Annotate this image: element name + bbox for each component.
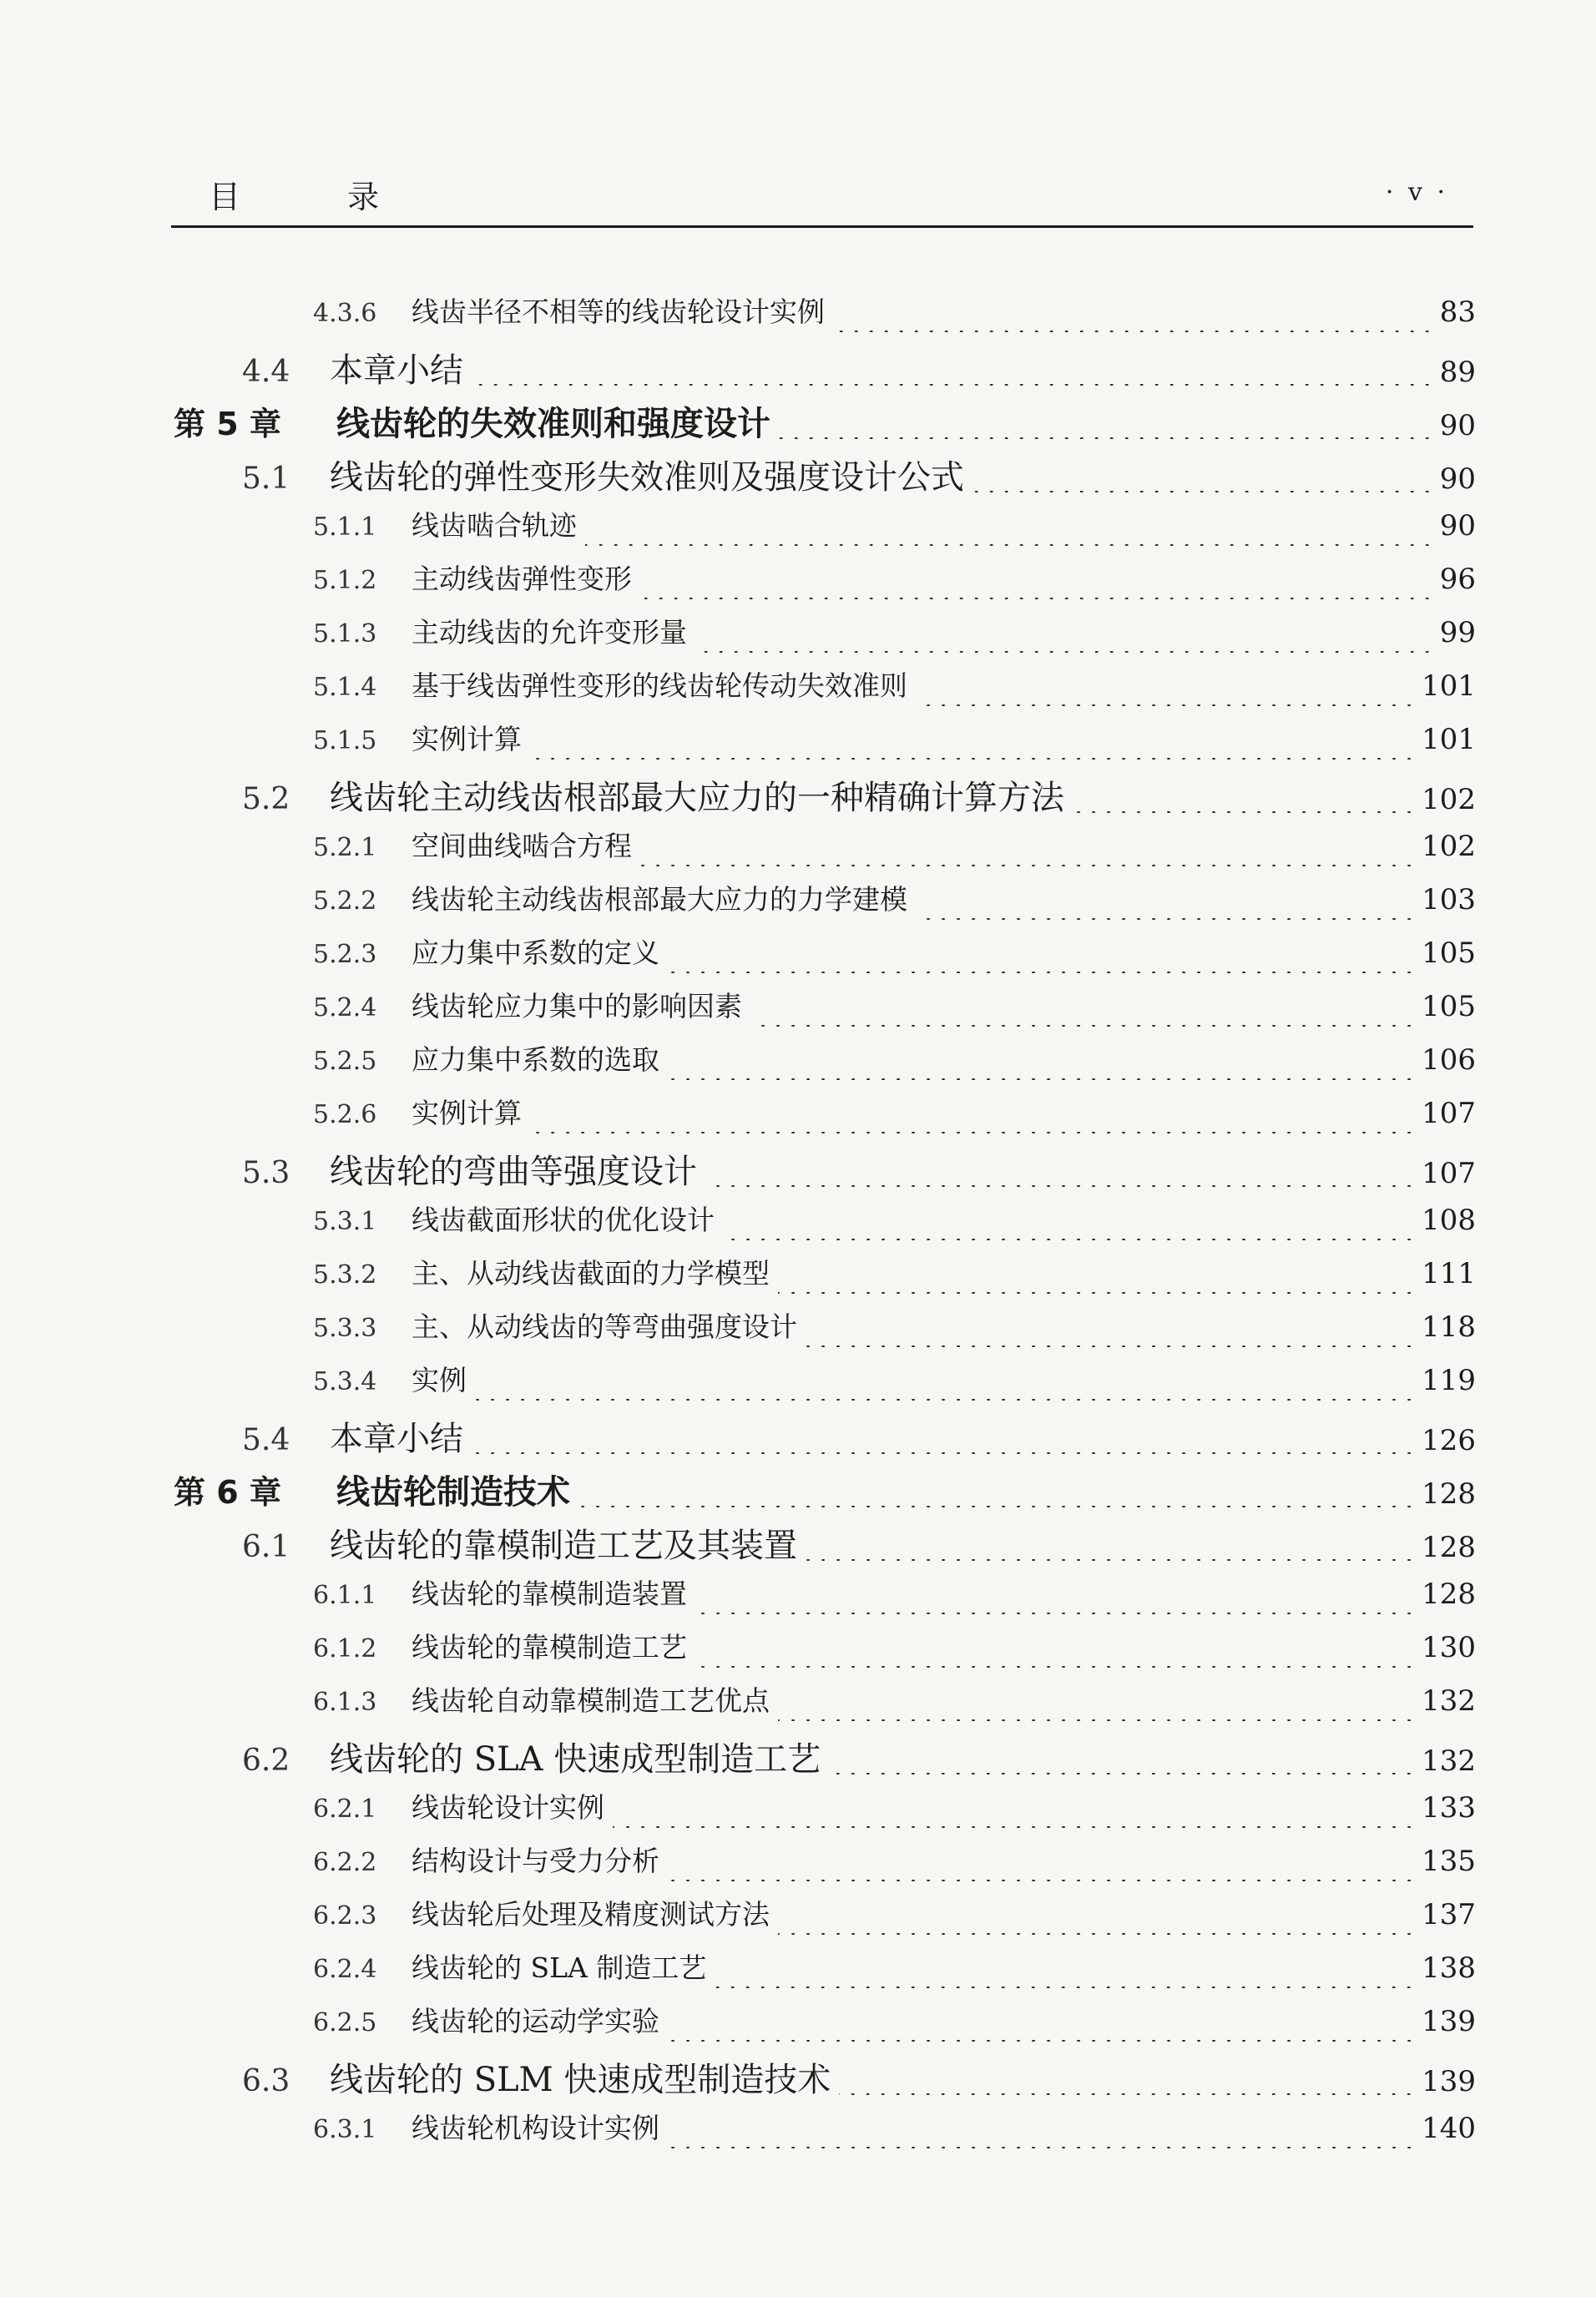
- toc-entry[interactable]: [0, 1840, 1476, 1893]
- toc-entry[interactable]: [0, 1946, 1476, 2000]
- toc-entry[interactable]: [0, 1786, 1476, 1840]
- toc-entry-title: 线齿轮制造技术: [336, 1473, 570, 1512]
- toc-entry[interactable]: [0, 1519, 1476, 1573]
- toc-entry-number: 6.2: [242, 1744, 290, 1778]
- dot-leader: [779, 437, 1435, 439]
- dot-leader: [472, 384, 1435, 386]
- toc-entry-page: 90: [1439, 509, 1476, 543]
- dot-leader: [778, 1933, 1417, 1935]
- toc-entry-number: 6.1.2: [313, 1634, 377, 1663]
- dot-leader: [829, 1773, 1417, 1774]
- toc-entry-page: 130: [1422, 1631, 1476, 1664]
- header-rule: [171, 225, 1473, 228]
- toc-entry[interactable]: [0, 1305, 1476, 1359]
- running-title: 目 录: [209, 179, 428, 215]
- toc-entry[interactable]: [0, 1573, 1476, 1626]
- toc-entry-page: 89: [1439, 356, 1476, 389]
- dot-leader: [778, 1719, 1417, 1721]
- dot-leader: [578, 1506, 1417, 1507]
- dot-leader: [750, 1025, 1417, 1027]
- toc-entry-number: 5.3: [242, 1156, 290, 1190]
- toc-entry-page: 126: [1422, 1424, 1476, 1457]
- toc-entry-page: 139: [1422, 2065, 1476, 2098]
- dot-leader: [585, 544, 1435, 546]
- toc-entry-number: 5.3.2: [313, 1260, 377, 1290]
- toc-entry-title: 线齿轮主动线齿根部最大应力的一种精确计算方法: [330, 779, 1064, 817]
- toc-entry-number: 5.2.3: [313, 940, 377, 969]
- dot-leader: [668, 1880, 1417, 1881]
- toc-entry-page: 90: [1439, 409, 1476, 442]
- toc-entry-page: 132: [1422, 1684, 1476, 1718]
- dot-leader: [916, 704, 1417, 706]
- toc-entry-page: 108: [1422, 1204, 1476, 1237]
- dot-leader: [475, 1399, 1417, 1401]
- toc-entry[interactable]: [0, 504, 1476, 558]
- toc-entry[interactable]: [0, 878, 1476, 931]
- toc-entry-number: 第 6 章: [174, 1474, 281, 1511]
- toc-entry-number: 4.3.6: [313, 299, 377, 328]
- toc-entry-page: 96: [1439, 563, 1476, 596]
- toc-entry-title: 线齿轮后处理及精度测试方法: [412, 1898, 770, 1931]
- toc-entry-page: 90: [1439, 462, 1476, 496]
- toc-entry[interactable]: [0, 2053, 1476, 2107]
- toc-entry-number: 6.3.1: [313, 2115, 377, 2144]
- toc-entry-number: 6.3: [242, 2064, 290, 2098]
- toc-entry-page: 111: [1422, 1257, 1476, 1290]
- dot-leader: [723, 1239, 1417, 1240]
- toc-entry-number: 5.2.1: [313, 833, 377, 862]
- toc-entry-title: 线齿轮设计实例: [412, 1791, 604, 1824]
- toc-entry[interactable]: [0, 1679, 1476, 1733]
- toc-entry[interactable]: [0, 1733, 1476, 1786]
- toc-entry-title: 线齿半径不相等的线齿轮设计实例: [412, 295, 825, 328]
- toc-entry-page: 128: [1422, 1531, 1476, 1564]
- dot-leader: [778, 1292, 1417, 1294]
- toc-entry[interactable]: [0, 1359, 1476, 1412]
- toc-entry-page: 101: [1422, 669, 1476, 703]
- toc-entry-title: 线齿轮的运动学实验: [412, 2005, 659, 2037]
- dot-leader: [640, 865, 1417, 866]
- dot-leader: [715, 1987, 1417, 1988]
- toc-entry[interactable]: [0, 1252, 1476, 1305]
- dot-leader: [530, 1132, 1417, 1133]
- toc-entry-page: 118: [1422, 1310, 1476, 1344]
- toc-entry-number: 5.1.2: [313, 566, 377, 595]
- toc-entry-title: 线齿轮主动线齿根部最大应力的力学建模: [412, 883, 907, 916]
- toc-entry-title: 空间曲线啮合方程: [412, 830, 632, 862]
- toc-entry-page: 107: [1422, 1097, 1476, 1130]
- toc-entry-page: 139: [1422, 2005, 1476, 2038]
- toc-entry-page: 102: [1422, 783, 1476, 816]
- dot-leader: [530, 758, 1417, 760]
- toc-entry-title: 主动线齿的允许变形量: [412, 616, 687, 649]
- toc-entry-number: 5.3.4: [313, 1367, 377, 1396]
- toc-entry-title: 线齿啮合轨迹: [412, 509, 577, 542]
- toc-entry-title: 线齿轮的失效准则和强度设计: [336, 405, 770, 443]
- toc-entry[interactable]: [0, 2107, 1476, 2160]
- toc-entry-number: 5.2.4: [313, 993, 377, 1022]
- toc-entry-page: 99: [1439, 616, 1476, 649]
- toc-entry[interactable]: [0, 611, 1476, 664]
- toc-entry-number: 6.2.3: [313, 1901, 377, 1931]
- toc-entry-page: 105: [1422, 936, 1476, 970]
- toc-entry-title: 线齿轮自动靠模制造工艺优点: [412, 1684, 770, 1717]
- toc-entry[interactable]: [0, 1145, 1476, 1199]
- toc-entry[interactable]: [0, 1466, 1476, 1519]
- toc-entry-page: 128: [1422, 1477, 1476, 1511]
- dot-leader: [695, 651, 1435, 653]
- dot-leader: [916, 918, 1417, 920]
- running-header: [171, 171, 1473, 230]
- toc-entry[interactable]: [0, 558, 1476, 611]
- toc-entry-title: 实例计算: [412, 1097, 522, 1129]
- toc-entry[interactable]: [0, 1038, 1476, 1092]
- toc-entry-number: 5.1.1: [313, 512, 377, 542]
- dot-leader: [668, 972, 1417, 973]
- toc-entry[interactable]: [0, 771, 1476, 825]
- dot-leader: [806, 1559, 1417, 1561]
- toc-entry[interactable]: [0, 825, 1476, 878]
- dot-leader: [833, 331, 1435, 332]
- toc-entry-title: 结构设计与受力分析: [412, 1845, 659, 1877]
- dot-leader: [695, 1666, 1417, 1668]
- toc-entry[interactable]: [0, 1893, 1476, 1946]
- toc-entry-title: 本章小结: [330, 1420, 463, 1458]
- toc-entry-title: 本章小结: [330, 351, 463, 390]
- toc-entry-number: 5.3.1: [313, 1207, 377, 1236]
- dot-leader: [806, 1345, 1417, 1347]
- toc-entry[interactable]: [0, 290, 1476, 344]
- toc-entry-page: 132: [1422, 1744, 1476, 1778]
- toc-entry[interactable]: [0, 664, 1476, 718]
- toc-entry-number: 5.2: [242, 782, 290, 816]
- toc-entry-page: 138: [1422, 1951, 1476, 1985]
- toc-entry-title: 实例计算: [412, 723, 522, 755]
- toc-entry-number: 5.1.5: [313, 726, 377, 755]
- toc-entry-title: 应力集中系数的选取: [412, 1043, 659, 1076]
- toc-entry-number: 5.1.4: [313, 673, 377, 702]
- toc-entry-number: 6.2.2: [313, 1848, 377, 1877]
- toc-entry[interactable]: [0, 985, 1476, 1038]
- toc-entry-page: 140: [1422, 2112, 1476, 2145]
- toc-entry[interactable]: [0, 1412, 1476, 1466]
- toc-entry-title: 主、从动线齿截面的力学模型: [412, 1257, 770, 1290]
- dot-leader: [972, 491, 1435, 492]
- toc-entry-page: 102: [1422, 830, 1476, 863]
- toc-entry-number: 5.1: [242, 462, 290, 496]
- dot-leader: [695, 1613, 1417, 1614]
- toc-entry[interactable]: [0, 1626, 1476, 1679]
- toc-entry-number: 5.1.3: [313, 619, 377, 649]
- toc-list: [0, 290, 1596, 2160]
- toc-entry-title: 主、从动线齿的等弯曲强度设计: [412, 1310, 797, 1343]
- toc-entry-page: 128: [1422, 1578, 1476, 1611]
- toc-entry-title: 线齿轮的靠模制造装置: [412, 1578, 687, 1610]
- toc-entry-page: 101: [1422, 723, 1476, 756]
- toc-entry-page: 105: [1422, 990, 1476, 1023]
- toc-entry-title: 线齿轮的 SLA 制造工艺: [412, 1951, 707, 1984]
- toc-entry-number: 6.1.3: [313, 1688, 377, 1717]
- toc-entry-number: 6.2.1: [313, 1795, 377, 1824]
- dot-leader: [1073, 811, 1417, 813]
- toc-entry-title: 线齿轮的弯曲等强度设计: [330, 1153, 697, 1191]
- toc-entry-page: 119: [1422, 1364, 1476, 1397]
- toc-entry-number: 6.2.5: [313, 2008, 377, 2037]
- toc-entry-page: 137: [1422, 1898, 1476, 1931]
- toc-entry-number: 第 5 章: [174, 406, 281, 442]
- toc-entry-title: 主动线齿弹性变形: [412, 563, 632, 595]
- toc-entry-title: 线齿轮的弹性变形失效准则及强度设计公式: [330, 458, 964, 497]
- toc-entry[interactable]: [0, 451, 1476, 504]
- toc-entry[interactable]: [0, 1092, 1476, 1145]
- toc-entry-title: 线齿轮的 SLA 快速成型制造工艺: [330, 1740, 821, 1779]
- toc-entry-title: 线齿轮应力集中的影响因素: [412, 990, 742, 1022]
- toc-entry-number: 4.4: [242, 355, 290, 389]
- toc-entry[interactable]: [0, 931, 1476, 985]
- toc-entry-title: 线齿截面形状的优化设计: [412, 1204, 715, 1236]
- toc-entry-page: 135: [1422, 1845, 1476, 1878]
- dot-leader: [613, 1826, 1417, 1828]
- toc-entry-page: 106: [1422, 1043, 1476, 1077]
- toc-entry[interactable]: [0, 1199, 1476, 1252]
- dot-leader: [668, 2040, 1417, 2042]
- toc-entry-title: 基于线齿弹性变形的线齿轮传动失效准则: [412, 669, 907, 702]
- toc-entry-page: 107: [1422, 1157, 1476, 1190]
- toc-entry-number: 6.1: [242, 1530, 290, 1564]
- toc-entry[interactable]: [0, 344, 1476, 397]
- dot-leader: [705, 1185, 1417, 1187]
- toc-entry-number: 6.2.4: [313, 1955, 377, 1984]
- toc-entry-title: 线齿轮的靠模制造工艺: [412, 1631, 687, 1663]
- toc-entry-title: 应力集中系数的定义: [412, 936, 659, 969]
- dot-leader: [668, 1078, 1417, 1080]
- dot-leader: [668, 2147, 1417, 2148]
- page-number: · v ·: [1385, 178, 1448, 207]
- toc-entry-title: 线齿轮的靠模制造工艺及其装置: [330, 1527, 797, 1565]
- toc-entry-title: 实例: [412, 1364, 467, 1396]
- toc-entry-page: 83: [1439, 295, 1476, 329]
- toc-entry-title: 线齿轮的 SLM 快速成型制造技术: [330, 2061, 831, 2099]
- toc-entry[interactable]: [0, 2000, 1476, 2053]
- toc-entry-number: 5.3.3: [313, 1314, 377, 1343]
- toc-entry-number: 5.2.2: [313, 886, 377, 916]
- toc-entry-page: 103: [1422, 883, 1476, 916]
- toc-entry-title: 线齿轮机构设计实例: [412, 2112, 659, 2144]
- dot-leader: [472, 1452, 1417, 1454]
- toc-entry-number: 5.2.5: [313, 1047, 377, 1076]
- toc-entry[interactable]: [0, 397, 1476, 451]
- dot-leader: [640, 598, 1435, 599]
- toc-entry-number: 5.4: [242, 1423, 290, 1457]
- toc-entry[interactable]: [0, 718, 1476, 771]
- toc-entry-number: 5.2.6: [313, 1100, 377, 1129]
- toc-entry-page: 133: [1422, 1791, 1476, 1825]
- dot-leader: [839, 2093, 1417, 2095]
- toc-entry-number: 6.1.1: [313, 1581, 377, 1610]
